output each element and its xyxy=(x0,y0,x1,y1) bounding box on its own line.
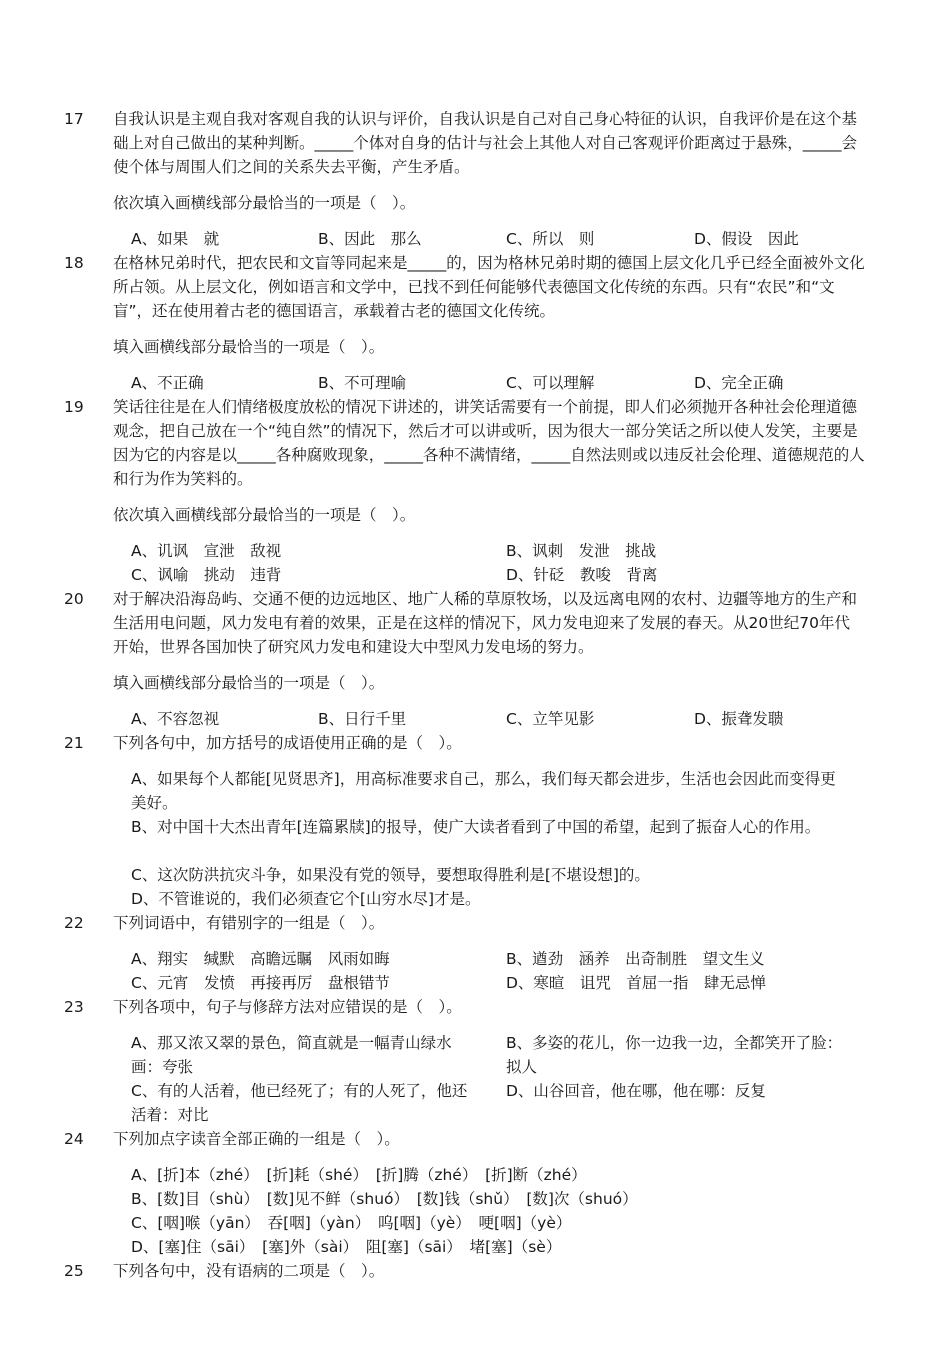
question-stem: 对于解决沿海岛屿、交通不便的边远地区、地广人稀的草原牧场，以及远离电网的农村、边疆等地方的生产和生活用电问题，风力发电有着的效果，正是在这样的情况下，风力发电迎来了发展的春天。从20世纪70年代开始，世界各国加快了研究风力发电和建设大中型风力发电场的努力。 xyxy=(113,590,858,656)
question-number: 21 xyxy=(64,734,84,752)
option-c[interactable]: C、立竿见影 xyxy=(506,710,595,728)
option-d[interactable]: D、假设 因此 xyxy=(694,230,799,248)
question-stem: 笑话往往是在人们情绪极度放松的情况下讲述的，讲笑话需要有一个前提，即人们必须抛开各种社会伦理道德观念，把自己放在一个“纯自然”的情况下，然后才可以讲或听，因为很大一部分笑话之所以使人发笑，主要是因为它的内容是以_____各种腐败现象，_____各种不满情绪，_____自然法则或以违反社会伦理、道德规范的人和行为作为笑料的。 xyxy=(113,398,865,488)
option-b[interactable]: B、讽刺 发泄 挑战 xyxy=(506,542,657,560)
question-number: 25 xyxy=(64,1262,84,1280)
question-stem: 自我认识是主观自我对客观自我的认识与评价，自我认识是自己对自己身心特征的认识，自我评价是在这个基础上对自己做出的某种判断。_____个体对自身的估计与社会上其他人对自己客观评价距离过于悬殊，_____会使个体与周围人们之间的关系失去平衡，产生矛盾。 xyxy=(113,110,858,176)
question-stem: 下列词语中，有错别字的一组是（ ）。 xyxy=(113,914,385,932)
question-stem: 在格林兄弟时代，把农民和文盲等同起来是_____的，因为格林兄弟时期的德国上层文化几乎已经全面被外文化所占领。从上层文化，例如语言和文学中，已找不到任何能够代表德国文化传统的东西。只有“农民”和“文盲”，还在使用着古老的德国语言，承载着古老的德国文化传统。 xyxy=(113,254,865,320)
option-c[interactable]: C、讽喻 挑动 违背 xyxy=(131,566,282,584)
option-a[interactable]: A、翔实 缄默 高瞻远瞩 风雨如晦 xyxy=(131,950,390,968)
question-number: 20 xyxy=(64,590,84,608)
question-stem: 下列加点字读音全部正确的一组是（ ）。 xyxy=(113,1130,400,1148)
option-b[interactable]: B、[数]目（shù） [数]见不鲜（shuó） [数]钱（shǔ） [数]次（shuó） xyxy=(131,1190,638,1208)
option-d[interactable]: D、针砭 教唆 背离 xyxy=(506,566,658,584)
question-prompt: 填入画横线部分最恰当的一项是（ ）。 xyxy=(113,674,385,692)
option-a[interactable]: A、那又浓又翠的景色，简直就是一幅青山绿水画：夸张 xyxy=(131,1034,452,1076)
option-c[interactable]: C、[咽]喉（yān） 吞[咽]（yàn） 呜[咽]（yè） 哽[咽]（yè） xyxy=(131,1214,572,1232)
question-number: 18 xyxy=(64,254,84,272)
question-prompt: 依次填入画横线部分最恰当的一项是（ ）。 xyxy=(113,194,416,212)
option-d[interactable]: D、山谷回音，他在哪，他在哪：反复 xyxy=(506,1082,766,1100)
option-b[interactable]: B、多姿的花儿，你一边我一边，全都笑开了脸：拟人 xyxy=(506,1034,843,1076)
question-number: 22 xyxy=(64,914,84,932)
option-a[interactable]: A、不容忽视 xyxy=(131,710,220,728)
option-a[interactable]: A、[折]本（zhé） [折]耗（shé） [折]腾（zhé） [折]断（zhé） xyxy=(131,1166,587,1184)
option-d[interactable]: D、[塞]住（sāi） [塞]外（sài） 阻[塞]（sāi） 堵[塞]（sè） xyxy=(131,1238,562,1256)
question-stem: 下列各句中，加方括号的成语使用正确的是（ ）。 xyxy=(113,734,462,752)
option-a[interactable]: A、如果 就 xyxy=(131,230,220,248)
option-b[interactable]: B、日行千里 xyxy=(318,710,407,728)
option-b[interactable]: B、不可理喻 xyxy=(318,374,407,392)
option-b[interactable]: B、因此 那么 xyxy=(318,230,422,248)
question-number: 23 xyxy=(64,998,84,1016)
option-b[interactable]: B、遒劲 涵养 出奇制胜 望文生义 xyxy=(506,950,765,968)
option-d[interactable]: D、振聋发聩 xyxy=(694,710,784,728)
option-a[interactable]: A、讥讽 宣泄 敌视 xyxy=(131,542,282,560)
option-c[interactable]: C、元宵 发愤 再接再厉 盘根错节 xyxy=(131,974,390,992)
option-d[interactable]: D、完全正确 xyxy=(694,374,784,392)
question-number: 19 xyxy=(64,398,84,416)
question-number: 24 xyxy=(64,1130,84,1148)
option-c[interactable]: C、有的人活着，他已经死了；有的人死了，他还活着：对比 xyxy=(131,1082,468,1124)
question-prompt: 依次填入画横线部分最恰当的一项是（ ）。 xyxy=(113,506,416,524)
option-d[interactable]: D、寒暄 诅咒 首屈一指 肆无忌惮 xyxy=(506,974,766,992)
question-prompt: 填入画横线部分最恰当的一项是（ ）。 xyxy=(113,338,385,356)
option-a[interactable]: A、如果每个人都能[见贤思齐]，用高标准要求自己，那么，我们每天都会进步，生活也会因此而变得更美好。 xyxy=(131,770,836,812)
option-c[interactable]: C、所以 则 xyxy=(506,230,595,248)
option-a[interactable]: A、不正确 xyxy=(131,374,204,392)
option-b[interactable]: B、对中国十大杰出青年[连篇累牍]的报导，使广大读者看到了中国的希望，起到了振奋人心的作用。 xyxy=(131,818,821,836)
option-c[interactable]: C、可以理解 xyxy=(506,374,595,392)
option-d[interactable]: D、不管谁说的，我们必须查它个[山穷水尽]才是。 xyxy=(131,890,481,908)
option-c[interactable]: C、这次防洪抗灾斗争，如果没有党的领导，要想取得胜利是[不堪设想]的。 xyxy=(131,866,650,884)
question-stem: 下列各项中，句子与修辞方法对应错误的是（ ）。 xyxy=(113,998,462,1016)
question-stem: 下列各句中，没有语病的二项是（ ）。 xyxy=(113,1262,385,1280)
question-number: 17 xyxy=(64,110,84,128)
